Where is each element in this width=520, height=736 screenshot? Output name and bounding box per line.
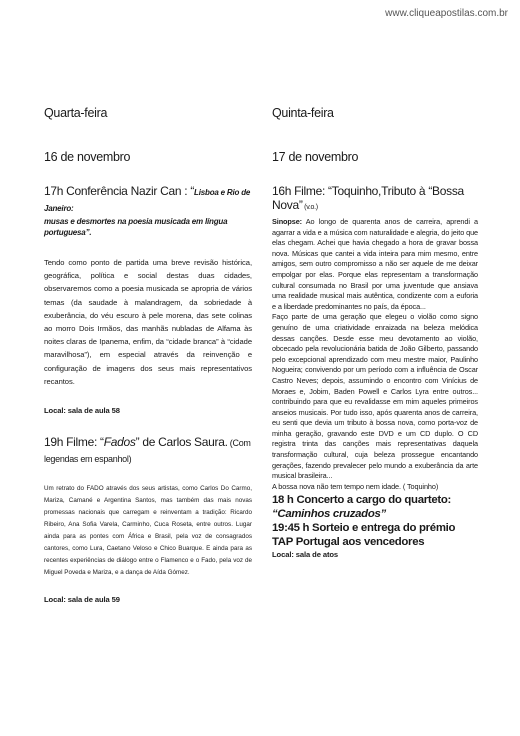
raffle-event: 19:45 h Sorteio e entrega do prémio TAP Portugal aos vencedores xyxy=(272,522,456,548)
watermark-url[interactable]: www.cliqueapostilas.com.br xyxy=(385,8,508,19)
day-heading-left: Quarta-feira xyxy=(44,106,108,120)
concert-prefix: 18 h Concerto a cargo do quarteto: xyxy=(272,494,452,507)
conference-title-text: 17h Conferência Nazir Can : “ xyxy=(44,184,195,198)
toquinho-title-note: (v.o.) xyxy=(302,204,318,211)
toquinho-paragraph-2: Faço parte de uma geração que elegeu o violão como signo genuíno de uma criatividade enraizada na beleza melódica dessas canções. Desde esse meu devotamento ao violão, obcecado pela revolucionária batida de João Gilberto, passando pelo excepcional aprendizado com meu mestre maior, Paulinho Nogueira; convivendo por um período com a influência de Oscar Castro Neves; depois, assumindo o encontro com Vinícius de Moraes e, Jobim, Baden Powell e Carlos Lyra entre outros... contribuindo para que eu revalidasse em mim aqueles primeiros anseios musicais. Por tudo isso, após quarenta anos de carreira, eu senti que devia um tributo à bossa nova, como porta-voz de minha geração, gravando este DVD e um CD duplo. O CD registra trinta das canções mais representativas daquela transformação cultural, cuja beleza prossegue encantando gerações, fazendo prevalecer pelo mundo a exuberância da arte musical brasileira... xyxy=(272,312,478,481)
concert-title: “Caminhos cruzados” xyxy=(272,507,386,520)
conference-subtitle-line2: musas e desmortes na poesia musicada em língua portuguesa xyxy=(44,217,228,237)
fados-description: Um retrato do FADO através dos seus artistas, como Carlos Do Carmo, Mariza, Camané e Argentina Santos, mas também das mais novas promessas nacionais que carregam e reinventam a tradição: Ricardo Ribeiro, Ana Sofia Varela, Carminho, Cuca Roseta, entre outros. Lugar ainda para as pontes com África e Brasil, pela voz de consagrados cantores, como Lura, Caetano Veloso e Chico Buarque. E ainda para as recentes experiências de diálogo entre o Flamenco e o Fado, pela voz de Miguel Poveda e Mariza, e a dança de Aída Gómez. xyxy=(44,485,252,577)
toquinho-synopsis xyxy=(272,217,478,312)
synopsis-text: Ao longo de quarenta anos de carreira, aprendi a agarrar a vida e a música com naturalidade e alegria, do jeito que elas chegam. Achei que havia chegado a hora de gravar bossa nova. Músicas que cantei a vida inteira para mim mesmo, entre amigos, sem outro compromisso a não ser aquele de me deixar empolgar por elas. Porque elas representam a transformação cultural consumada no Brasil por uma juventude que ansiava uma realidade musical mais autêntica, condizente com a euforia e a liberdade predominantes no país, da época... xyxy=(272,217,478,311)
date-heading-right: 17 de novembro xyxy=(272,150,359,164)
toquinho-title-text: 16h Filme: “Toquinho,Tributo à “Bossa Nova” xyxy=(272,184,464,212)
conference-subtitle xyxy=(44,216,252,238)
conference-subtitle-line1: Lisboa e Rio de Janeiro: xyxy=(44,188,251,213)
conference-title xyxy=(44,184,252,216)
event-film-toquinho xyxy=(272,184,478,492)
conference-subtitle-end: ”. xyxy=(85,228,92,237)
fados-location: Local: sala de aula 59 xyxy=(44,595,120,605)
fados-title xyxy=(44,435,252,467)
conference-description: Tendo como ponto de partida uma breve revisão histórica, geográfica, política e social destas duas cidades, observaremos como a poesia musicada se apropria de vários temas (da saudade à malandragem, da sobriedade à exuberância, do véu escuro à pele morena, das sete colinas ao morro Dois Irmãos, das manhãs nubladas de Alfama às noites claras de Ipanema, enfim, da “cidade branca” à “cidade maravilhosa”), em especial através da reinvenção e configuração de imagens dos seus mais representativos recantos. xyxy=(44,258,252,386)
synopsis-label: Sinopse: xyxy=(272,217,303,226)
fados-title-prefix: 19h Filme: “ xyxy=(44,435,104,450)
left-column xyxy=(44,106,252,604)
fados-title-suffix: ” de Carlos Saura. xyxy=(135,435,228,450)
raffle-location: Local: sala de atos xyxy=(272,550,339,560)
fados-title-note: (Com legendas em espanhol) xyxy=(44,438,251,465)
toquinho-title xyxy=(272,184,478,215)
toquinho-quote: A bossa nova não tem tempo nem idade. ( Toquinho) xyxy=(272,481,439,491)
event-conference xyxy=(44,184,252,415)
event-film-fados xyxy=(44,435,252,604)
fados-title-film: Fados xyxy=(103,435,136,450)
conference-location: Local: sala de aula 58 xyxy=(44,406,120,416)
right-column xyxy=(272,106,478,559)
concert-event xyxy=(272,494,478,521)
day-heading-right: Quinta-feira xyxy=(272,106,334,120)
date-heading-left: 16 de novembro xyxy=(44,150,131,164)
